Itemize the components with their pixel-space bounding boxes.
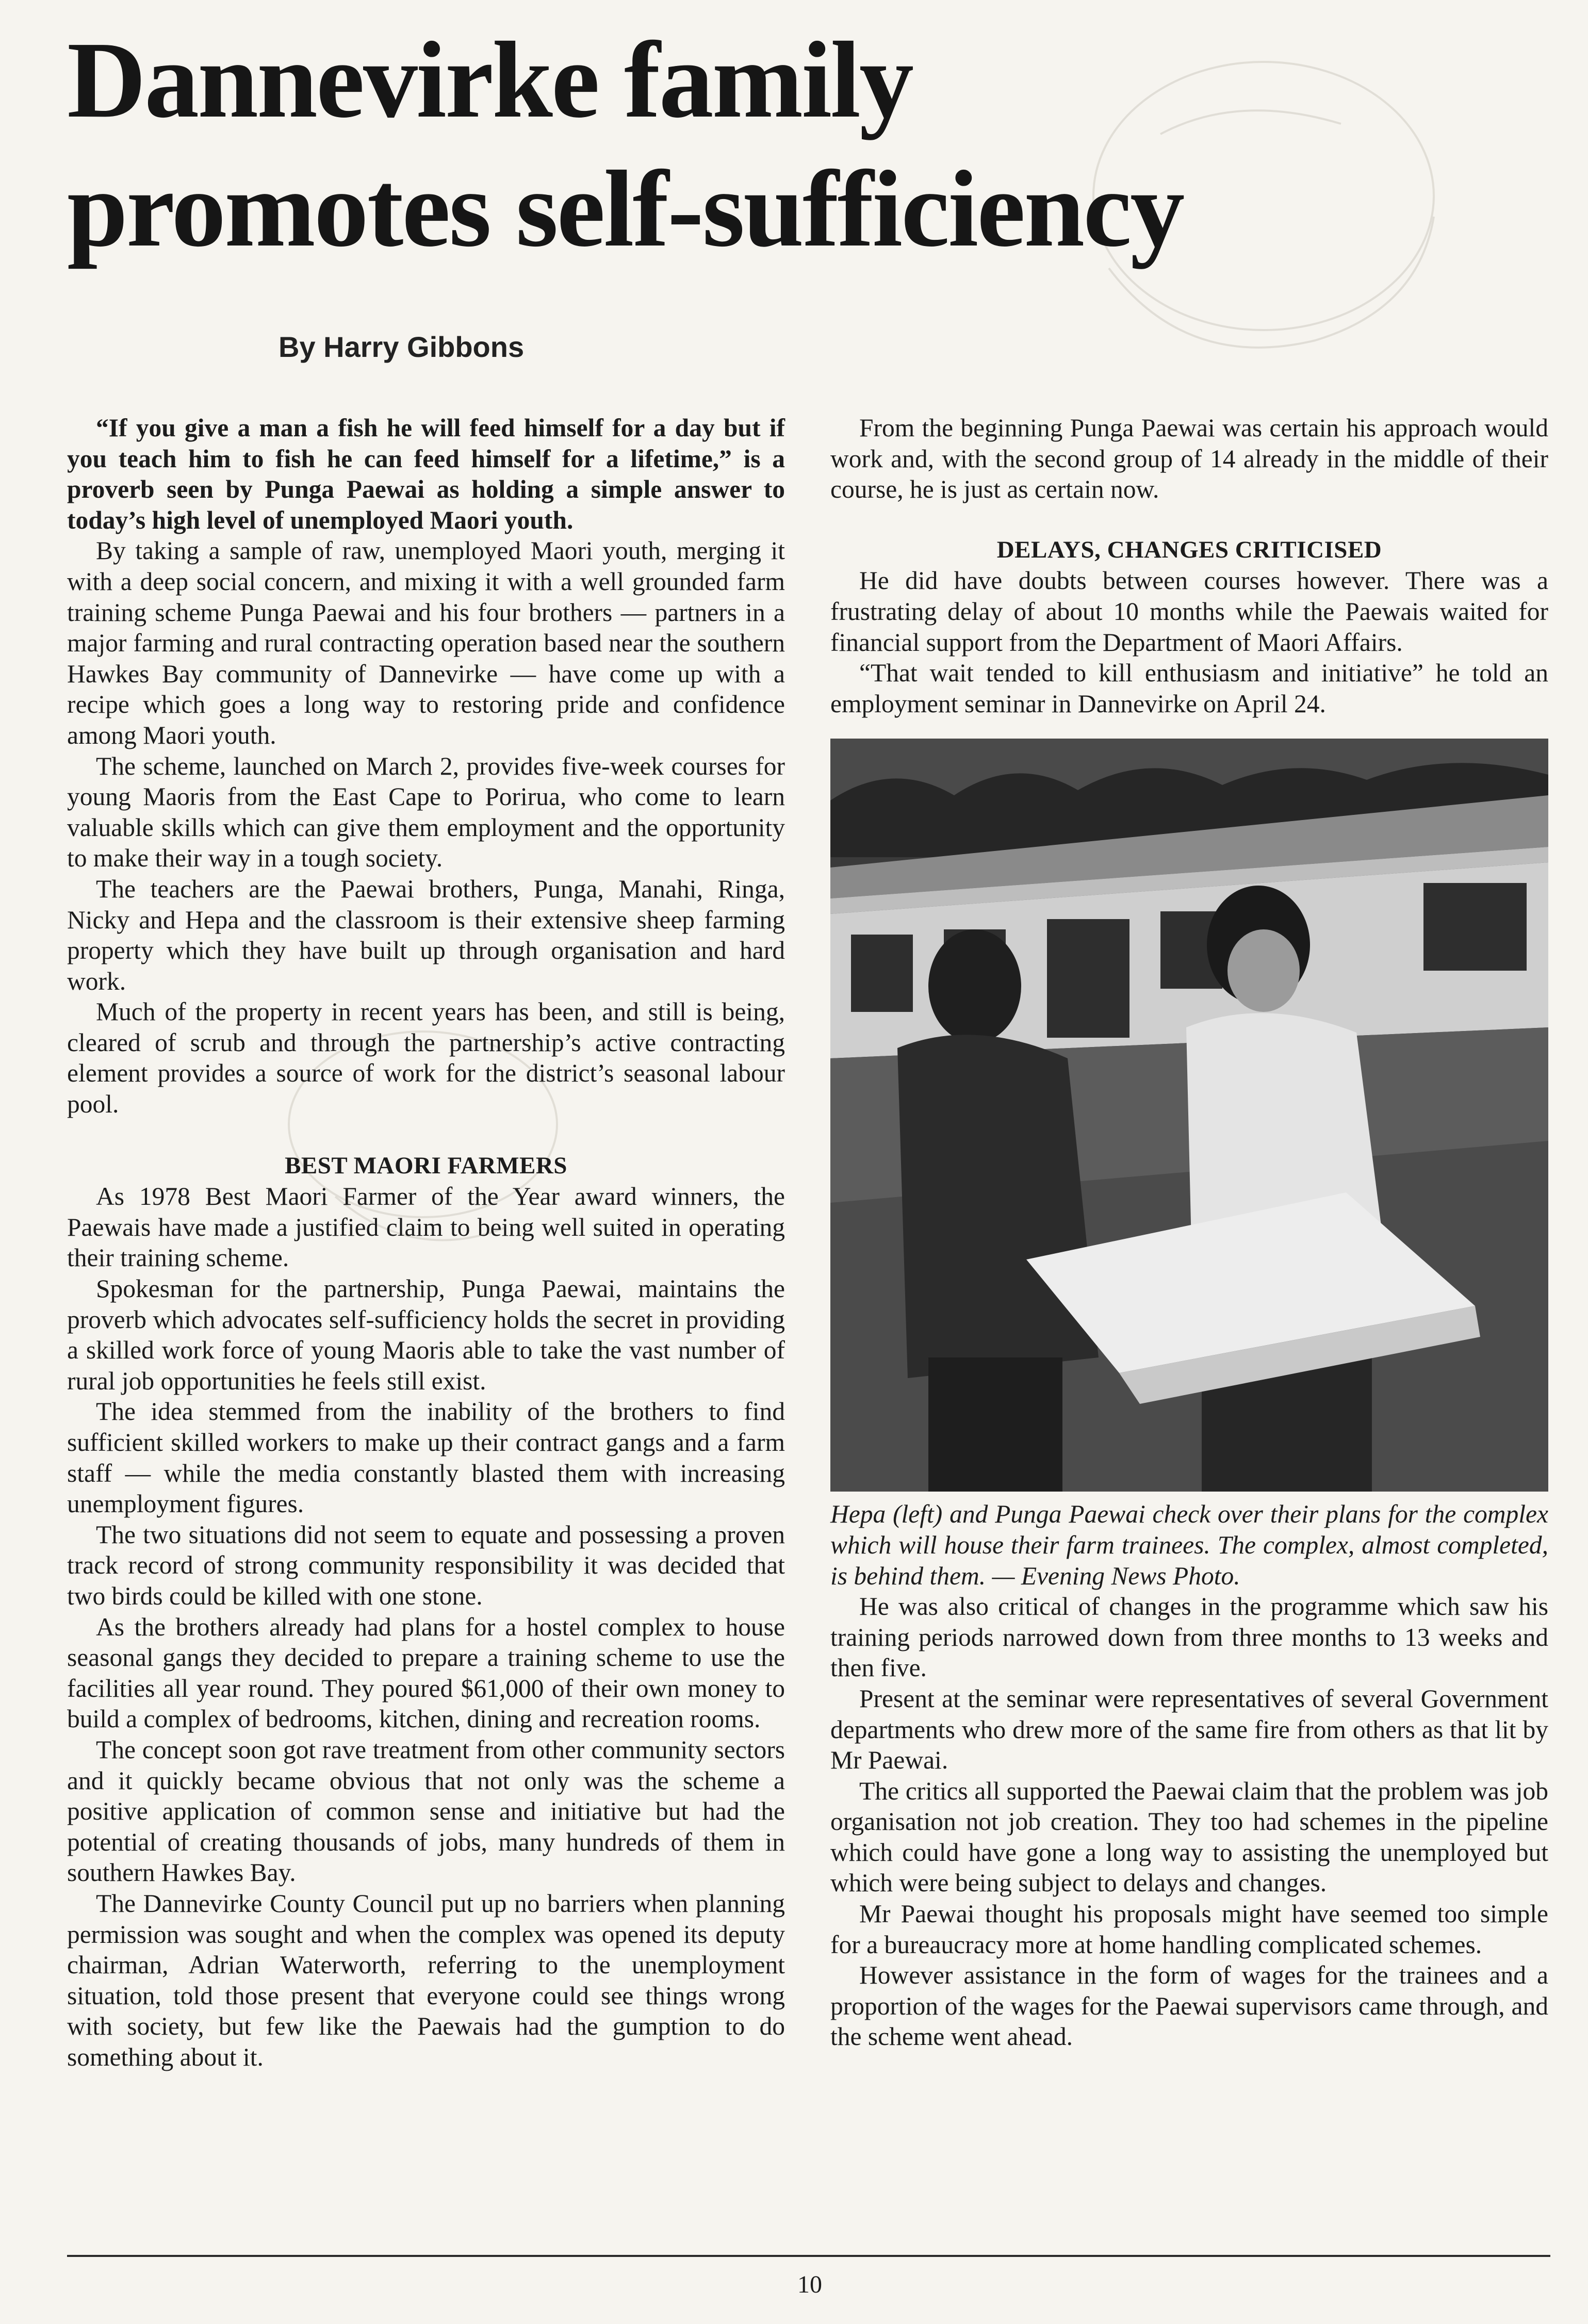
photo-hepa-and-punga-paewai: [830, 739, 1548, 1492]
paragraph: He did have doubts between courses however. There was a frustrating delay of about 10 months while the Paewais waited for financial support from the Department of Maori Affairs.: [830, 566, 1548, 657]
paragraph: The scheme, launched on March 2, provides five-week courses for young Maoris from the East Cape to Porirua, who come to learn valuable skills which can give them employment and the opportunity to make their way in a tough society.: [67, 751, 785, 873]
paragraph: The concept soon got rave treatment from other community sectors and it quickly became obvious that not only was the scheme a positive application of common sense and initiative but had the potential of creating thousands of jobs, many hundreds of them in southern Hawkes Bay.: [67, 1735, 785, 1887]
paragraph: Mr Paewai thought his proposals might have seemed too simple for a bureaucracy more at home handling complicated schemes.: [830, 1900, 1548, 1959]
paragraph: From the beginning Punga Paewai was certain his approach would work and, with the second group of 14 already in the middle of their course, he is just as certain now.: [830, 414, 1548, 504]
headline: [67, 15, 1552, 273]
footer-rule: [67, 2255, 1550, 2257]
paragraph: The critics all supported the Paewai claim that the problem was job organisation not job creation. They too had schemes in the pipeline which could have gone a long way to assisting the unemployed but which were being subject to delays and changes.: [830, 1776, 1548, 1897]
paragraph: Spokesman for the partnership, Punga Paewai, maintains the proverb which advocates self-sufficiency holds the secret in providing a skilled work force of young Maoris able to take the vast number of rural job opportunities he feels still exist.: [67, 1274, 785, 1395]
photo-caption: Hepa (left) and Punga Paewai check over their plans for the complex which will house their farm trainees. The complex, almost completed, is behind them. — Evening News Photo.: [830, 1500, 1548, 1590]
headline-line-2: promotes self-sufficiency: [67, 148, 1184, 269]
paragraph: The idea stemmed from the inability of the brothers to find sufficient skilled workers to make up their contract gangs and a farm staff — while the media constantly blasted them with increasing unemployment figures.: [67, 1397, 785, 1518]
paragraph: He was also critical of changes in the programme which saw his training periods narrowed down from three months to 13 weeks and then five.: [830, 1592, 1548, 1682]
subhead-delays-changes-criticised: DELAYS, CHANGES CRITICISED: [996, 536, 1382, 563]
paragraph: Present at the seminar were representatives of several Government departments who drew more of the same fire from others as that lit by Mr Paewai.: [830, 1684, 1548, 1775]
paragraph: Much of the property in recent years has been, and still is being, cleared of scrub and through the partnership’s active contracting element provides a source of work for the district’s seasonal labour pool.: [67, 997, 785, 1119]
paragraph: The teachers are the Paewai brothers, Punga, Manahi, Ringa, Nicky and Hepa and the classroom is their extensive sheep farming property which they have built up through organisation and hard work.: [67, 874, 785, 995]
paragraph: The Dannevirke County Council put up no barriers when planning permission was sought and when the complex was opened its deputy chairman, Adrian Waterworth, referring to the unemployment situation, told those present that everyone could see things wrong with society, but few like the Paewais had the gumption to do something about it.: [67, 1889, 785, 2071]
paragraph: As the brothers already had plans for a hostel complex to house seasonal gangs they decided to prepare a training scheme to use the facilities all year round. They poured $61,000 of their own money to build a complex of bedrooms, kitchen, dining and recreation rooms.: [67, 1612, 785, 1733]
paragraph: As 1978 Best Maori Farmer of the Year award winners, the Paewais have made a justified claim to being well suited in operating their training scheme.: [67, 1182, 785, 1272]
paragraph: By taking a sample of raw, unemployed Maori youth, merging it with a deep social concern, and mixing it with a well grounded farm training scheme Punga Paewai and his four brothers — partners in a major farming and rural contracting operation based near the southern Hawkes Bay community of Dannevirke — have come up with a recipe which goes a long way to restoring pride and confidence among Maori youth.: [67, 536, 785, 749]
headline-line-1: Dannevirke family: [67, 19, 912, 140]
subhead-best-maori-farmers: BEST MAORI FARMERS: [285, 1152, 567, 1179]
lead-paragraph: “If you give a man a fish he will feed himself for a day but if you teach him to fish he can feed himself for a lifetime,” is a proverb seen by Punga Paewai as holding a simple answer to today’s high level of unemployed Maori youth.: [67, 414, 785, 534]
byline: By Harry Gibbons: [279, 331, 525, 363]
paragraph: The two situations did not seem to equate and possessing a proven track record of strong community responsibility it was decided that two birds could be killed with one stone.: [67, 1520, 785, 1610]
paragraph: “That wait tended to kill enthusiasm and initiative” he told an employment seminar in Dannevirke on April 24.: [830, 659, 1548, 718]
left-column: [67, 413, 785, 2072]
page-number: 10: [797, 2271, 822, 2298]
paragraph: However assistance in the form of wages for the trainees and a proportion of the wages for the Paewai supervisors came through, and the scheme went ahead.: [830, 1961, 1548, 2051]
right-column: [830, 413, 1548, 2052]
